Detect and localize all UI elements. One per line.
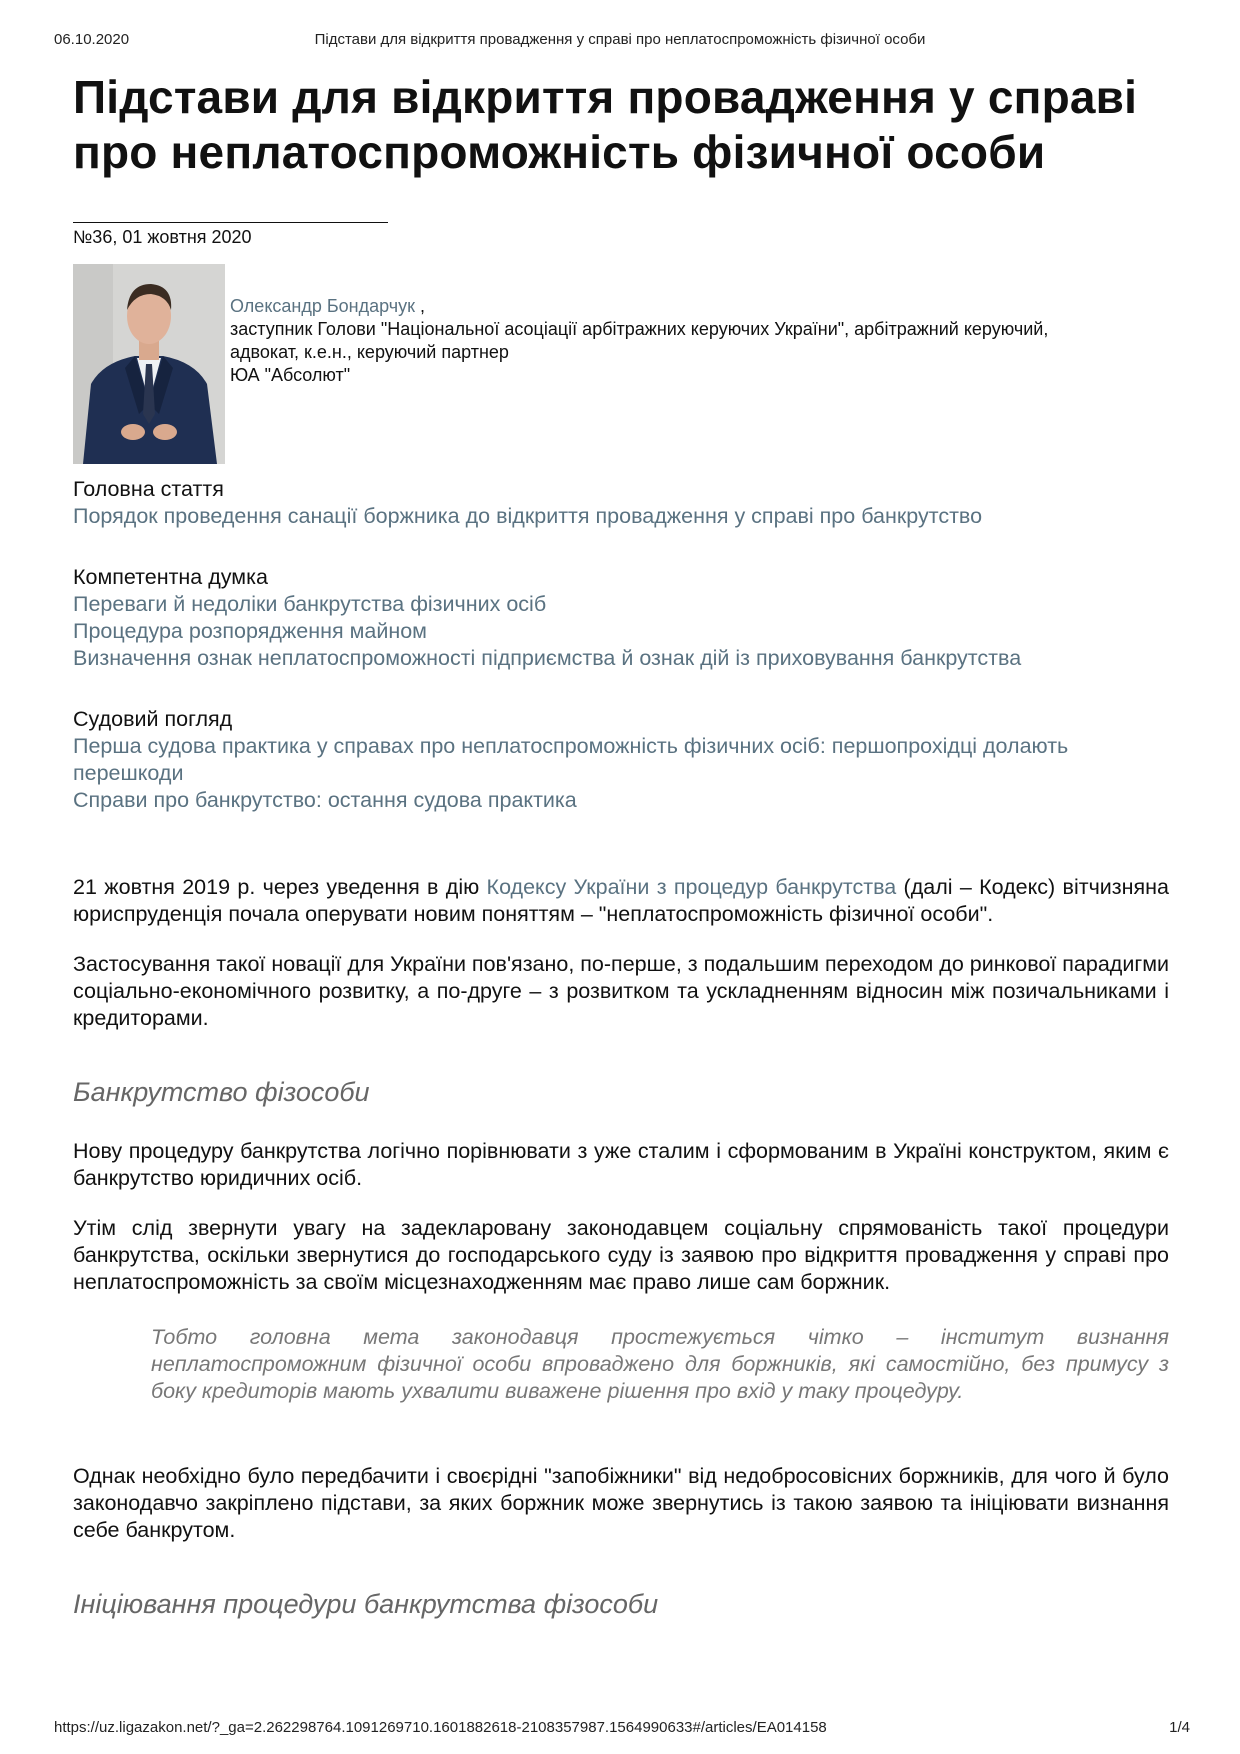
title-divider (73, 222, 388, 223)
related-group-title: Компетентна думка (73, 565, 268, 589)
code-link[interactable]: Кодексу України з процедур банкрутства (486, 875, 897, 899)
related-group-opinion (73, 564, 1169, 672)
body-paragraph: Нову процедуру банкрутства логічно порівнювати з уже сталим і сформованим в Україні конструктом, яким є банкрутство юридичних осіб. (73, 1139, 1169, 1190)
related-group-main (73, 476, 1169, 530)
author-role-line-3: ЮА "Абсолют" (230, 365, 351, 385)
section-subheading: Банкрутство фізособи (73, 1077, 370, 1107)
related-group-title: Судовий погляд (73, 707, 233, 731)
body-paragraph: Застосування такої новації для України пов'язано, по-перше, з подальшим переходом до ринкової парадигми соціально-економічного розвитку, а по-друге – з розвитком та ускладненням відносин між позичальниками і кредиторами. (73, 952, 1169, 1030)
author-info (230, 295, 1170, 387)
print-footer (0, 1719, 1240, 1739)
author-name-suffix: , (415, 296, 426, 316)
article-body (73, 874, 1169, 1620)
print-url: https://uz.ligazakon.net/?_ga=2.262298764.1091269710.1601882618-2108357987.1564990633#/articles/EA014158 (54, 1719, 827, 1736)
issue-info: №36, 01 жовтня 2020 (73, 227, 252, 247)
related-link[interactable]: Справи про банкрутство: остання судова практика (73, 788, 577, 812)
related-link[interactable]: Процедура розпорядження майном (73, 619, 427, 643)
related-link[interactable]: Перша судова практика у справах про неплатоспроможність фізичних осіб: першопрохідці долають перешкоди (73, 734, 1069, 785)
body-paragraph: 21 жовтня 2019 р. через уведення в дію Кодексу України з процедур банкрутства (далі – Кодекс) вітчизняна юриспруденція почала оперувати новим поняттям – "неплатоспроможність фізичної особи". (73, 875, 1169, 926)
author-photo (73, 264, 225, 464)
article-title: Підстави для відкриття провадження у справі про неплатоспроможність фізичної особи (73, 71, 1138, 178)
page-number: 1/4 (1169, 1719, 1190, 1736)
related-link[interactable]: Визначення ознак неплатоспроможності підприємства й ознак дій із приховування банкрутства (73, 646, 1022, 670)
related-link[interactable]: Переваги й недоліки банкрутства фізичних осіб (73, 592, 547, 616)
related-link[interactable]: Порядок проведення санації боржника до відкриття провадження у справі про банкрутство (73, 504, 983, 528)
related-group-title: Головна стаття (73, 477, 224, 501)
author-portrait-image (73, 264, 225, 464)
blockquote: Тобто головна мета законодавця простежується чітко – інститут визнання неплатоспроможним фізичної особи впроваджено для боржників, які самостійно, без примусу з боку кредиторів мають ухвалити виважене рішення про вхід у таку процедуру. (151, 1325, 1169, 1403)
print-date: 06.10.2020 (54, 31, 130, 48)
body-paragraph: Однак необхідно було передбачити і своєрідні "запобіжники" від недобросовісних боржників, для чого й було законодавчо закріплено підстави, за яких боржник може звернутись із такою заявою та ініціювати визнання себе банкрутом. (73, 1464, 1169, 1542)
print-header (0, 31, 1240, 51)
author-role-line-2: адвокат, к.е.н., керуючий партнер (230, 342, 509, 362)
author-name-link[interactable]: Олександр Бондарчук (230, 296, 416, 316)
article-content (73, 70, 1169, 1650)
section-subheading: Ініціювання процедури банкрутства фізособи (73, 1589, 659, 1619)
author-role-line-1: заступник Голови "Національної асоціації арбітражних керуючих України", арбітражний керуючий, (230, 319, 1049, 339)
related-group-court (73, 706, 1169, 814)
print-doc-title: Підстави для відкриття провадження у справі про неплатоспроможність фізичної особи (314, 31, 926, 48)
author-block (73, 264, 1169, 464)
body-paragraph: Утім слід звернути увагу на задекларовану законодавцем соціальну спрямованість такої процедури банкрутства, оскільки звернутися до господарського суду із заявою про відкриття провадження у справі про неплатоспроможність за своїм місцезнаходженням має право лише сам боржник. (73, 1216, 1169, 1294)
related-articles (73, 476, 1169, 814)
